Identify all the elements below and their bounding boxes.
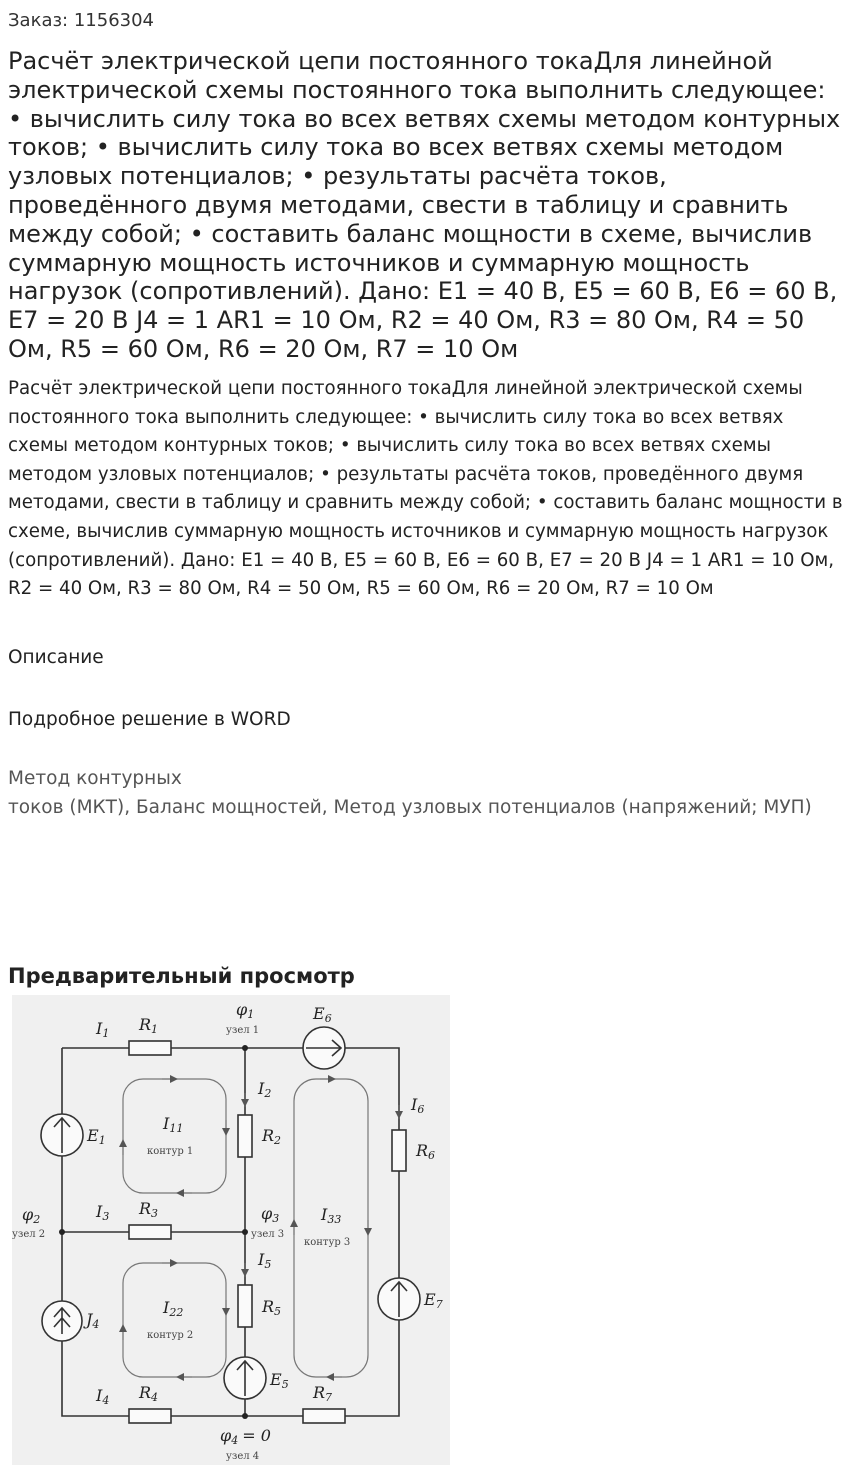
label-loop2: контур 2 xyxy=(147,1330,194,1341)
label-i22: I22 xyxy=(163,1298,184,1319)
label-r4: R4 xyxy=(139,1383,159,1404)
label-phi4: φ4 = 0 xyxy=(220,1426,271,1447)
label-r2: R2 xyxy=(262,1126,282,1147)
label-r7: R7 xyxy=(313,1383,333,1404)
tags-line-2: токов (МКТ), Баланс мощностей, Метод узловых потенциалов (напряжений; МУП) xyxy=(8,796,812,818)
label-e6: E6 xyxy=(313,1004,332,1025)
description-text: Подробное решение в WORD xyxy=(8,709,291,730)
loop-3 xyxy=(294,1079,368,1377)
circuit-diagram xyxy=(12,995,450,1465)
label-i1: I1 xyxy=(96,1019,110,1040)
resistor-r4 xyxy=(129,1409,171,1423)
resistor-r7 xyxy=(303,1409,345,1423)
label-i3: I3 xyxy=(96,1202,110,1223)
label-loop3: контур 3 xyxy=(304,1237,351,1248)
resistor-r5 xyxy=(238,1285,252,1327)
label-i2: I2 xyxy=(258,1079,272,1100)
resistor-r6 xyxy=(392,1130,406,1171)
label-i6: I6 xyxy=(411,1095,425,1116)
label-i4: I4 xyxy=(96,1386,110,1407)
resistor-r1 xyxy=(129,1041,171,1055)
order-number: Заказ: 1156304 xyxy=(8,10,155,31)
label-phi3: φ3 xyxy=(261,1204,280,1225)
label-e1: E1 xyxy=(87,1126,106,1147)
label-r6: R6 xyxy=(416,1141,436,1162)
method-tags xyxy=(8,765,844,822)
resistor-r2 xyxy=(238,1115,252,1157)
preview-heading: Предварительный просмотр xyxy=(8,964,355,988)
label-node4: узел 4 xyxy=(226,1451,260,1462)
loop-1 xyxy=(123,1079,226,1193)
label-j4: J4 xyxy=(86,1310,100,1331)
label-i11: I11 xyxy=(163,1114,184,1135)
label-phi1: φ1 xyxy=(236,1000,255,1021)
label-r5: R5 xyxy=(262,1297,282,1318)
loop-2 xyxy=(123,1263,226,1377)
label-loop1: контур 1 xyxy=(147,1146,194,1157)
description-heading: Описание xyxy=(8,647,104,668)
circuit-wires xyxy=(62,1048,399,1416)
label-r3: R3 xyxy=(139,1199,159,1220)
label-node2: узел 2 xyxy=(12,1229,46,1240)
label-e5: E5 xyxy=(270,1370,289,1391)
label-phi2: φ2 xyxy=(22,1205,41,1226)
task-text: Расчёт электрической цепи постоянного токаДля линейной электрической схемы постоянного тока выполнить следующее: • вычислить силу тока во всех ветвях схемы методом контурных токов; • вычислить силу тока во всех ветвях схемы методом узловых потенциалов; • результаты расчёта токов, проведённого двумя методами, свести в таблицу и сравнить между собой; • составить баланс мощности в схеме, вычислив суммарную мощность источников и суммарную мощность нагрузок (сопротивлений). Дано: E1 = 40 В, E5 = 60 В, E6 = 60 В, E7 = 20 В J4 = 1 AR1 = 10 Ом, R2 = 40 Ом, R3 = 80 Ом, R4 = 50 Ом, R5 = 60 Ом, R6 = 20 Ом, R7 = 10 Ом xyxy=(8,378,843,600)
label-r1: R1 xyxy=(139,1015,159,1036)
label-i33: I33 xyxy=(321,1205,342,1226)
label-node1: узел 1 xyxy=(226,1025,260,1036)
tags-line-1: Метод контурных xyxy=(8,768,182,789)
circuit-preview[interactable] xyxy=(12,995,450,1465)
label-i5: I5 xyxy=(258,1250,272,1271)
label-node3: узел 3 xyxy=(251,1229,285,1240)
resistor-r3 xyxy=(129,1225,171,1239)
label-e7: E7 xyxy=(424,1290,443,1311)
page-title: Расчёт электрической цепи постоянного токаДля линейной электрической схемы постоянного тока выполнить следующее: • вычислить силу тока во всех ветвях схемы методом контурных токов; • вычислить силу тока во всех ветвях схемы методом узловых потенциалов; • результаты расчёта токов, проведённого двумя методами, свести в таблицу и сравнить между собой; • составить баланс мощности в схеме, вычислив суммарную мощность источников и суммарную мощность нагрузок (сопротивлений). Дано: E1 = 40 В, E5 = 60 В, E6 = 60 В, E7 = 20 В J4 = 1 AR1 = 10 Ом, R2 = 40 Ом, R3 = 80 Ом, R4 = 50 Ом, R5 = 60 Ом, R6 = 20 Ом, R7 = 10 Ом xyxy=(8,47,841,363)
